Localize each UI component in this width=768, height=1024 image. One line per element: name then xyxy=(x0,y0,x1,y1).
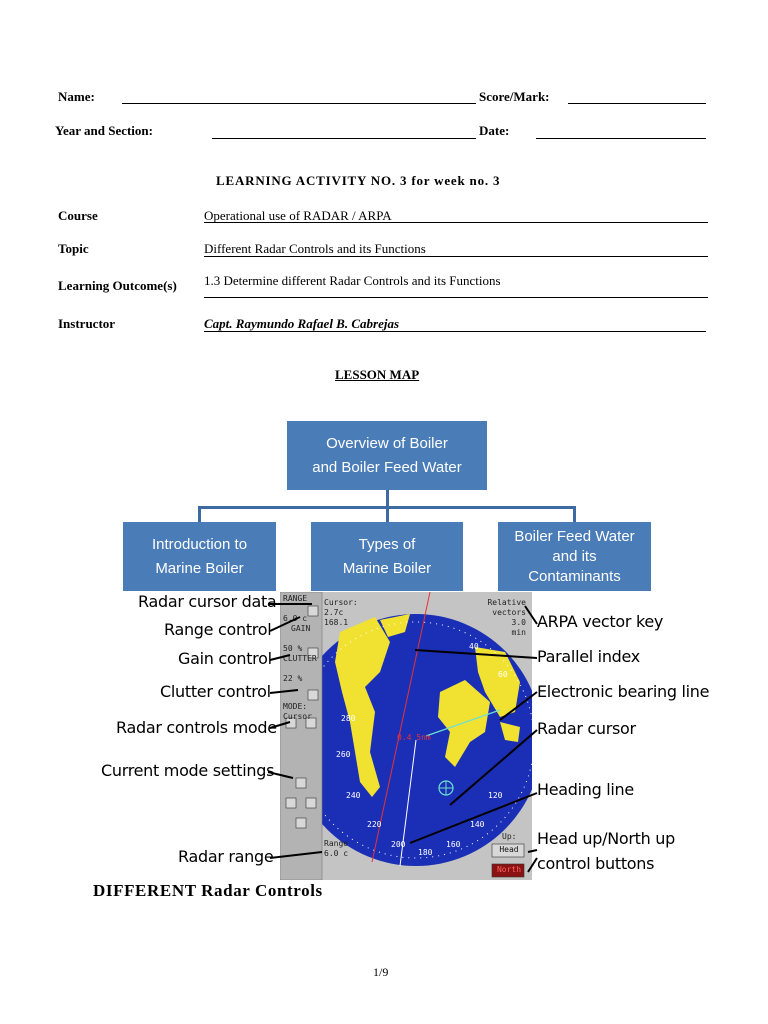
child1-line1: Introduction to xyxy=(151,535,248,553)
course-label: Course xyxy=(58,208,98,223)
child3-line1: Boiler Feed Water xyxy=(514,527,635,545)
child3-line2: and its xyxy=(552,547,597,565)
bearing-220: 220 xyxy=(367,820,382,829)
child2-line2: Marine Boiler xyxy=(342,559,432,577)
callout-gain-control: Gain control xyxy=(178,649,272,668)
callout-head-north-up: Head up/North up xyxy=(537,829,675,848)
panel-clutter-label: CLUTTER xyxy=(283,654,317,663)
ebl-range-label: 0.4 5nm xyxy=(397,733,431,742)
score-label: Score/Mark: xyxy=(479,89,550,104)
callout-arpa-vector-key: ARPA vector key xyxy=(537,612,664,631)
topic-value: Different Radar Controls and its Functions xyxy=(204,241,426,256)
head-up-button[interactable]: Head xyxy=(499,845,519,854)
callout-range-control: Range control xyxy=(164,620,272,639)
name-label: Name: xyxy=(58,89,95,104)
bearing-260: 260 xyxy=(336,750,351,759)
callout-current-mode-settings: Current mode settings xyxy=(101,761,275,780)
topic-label: Topic xyxy=(58,241,89,256)
cursor-bearing: 168.1 xyxy=(324,618,349,627)
child1-line2: Marine Boiler xyxy=(155,559,244,577)
callout-radar-cursor-data: Radar cursor data xyxy=(138,592,277,611)
vectors-label: vectors xyxy=(492,608,526,617)
panel-gain-label: GAIN xyxy=(291,624,311,633)
panel-range-label: RANGE xyxy=(283,594,308,603)
bearing-140: 140 xyxy=(470,820,485,829)
panel-clutter-value: 22 % xyxy=(283,674,303,683)
root-line2: and Boiler Feed Water xyxy=(312,458,462,476)
outcome-label: Learning Outcome(s) xyxy=(58,278,177,293)
outcome-value: 1.3 Determine different Radar Controls and its Functions xyxy=(204,273,501,288)
lesson-map-title: LESSON MAP xyxy=(335,367,420,382)
instructor-label: Instructor xyxy=(58,316,116,331)
range2-label: Range xyxy=(324,839,349,848)
bearing-160: 160 xyxy=(446,840,461,849)
root-line1: Overview of Boiler xyxy=(326,434,448,452)
vectors-unit: min xyxy=(511,628,526,637)
page-number: 1/9 xyxy=(373,965,389,979)
course-value: Operational use of RADAR / ARPA xyxy=(204,208,392,223)
child3-line3: Contaminants xyxy=(528,567,621,585)
year-section-label: Year and Section: xyxy=(55,123,153,138)
callout-clutter-control: Clutter control xyxy=(160,682,271,701)
figure-caption: DIFFERENT Radar Controls xyxy=(93,881,323,900)
panel-mode-value: Cursor xyxy=(283,712,312,721)
relative-label: Relative xyxy=(487,598,526,607)
callout-heading-line: Heading line xyxy=(537,780,634,799)
callout-radar-cursor: Radar cursor xyxy=(537,719,636,738)
bearing-40: 40 xyxy=(469,642,479,651)
up-label: Up: xyxy=(502,832,517,841)
bearing-200: 200 xyxy=(391,840,406,849)
callout-parallel-index: Parallel index xyxy=(537,647,640,666)
bearing-240: 240 xyxy=(346,791,361,800)
range2-value: 6.0 c xyxy=(324,849,349,858)
activity-title: LEARNING ACTIVITY NO. 3 for week no. 3 xyxy=(216,173,501,188)
child2-line1: Types of xyxy=(358,535,416,553)
instructor-value: Capt. Raymundo Rafael B. Cabrejas xyxy=(204,316,400,331)
callout-radar-range: Radar range xyxy=(178,847,274,866)
panel-mode-label: MODE: xyxy=(283,702,308,711)
bearing-120: 120 xyxy=(488,791,503,800)
cursor-label: Cursor: xyxy=(324,598,358,607)
panel-range-value: 6.0 c xyxy=(283,614,308,623)
panel-gain-value: 50 % xyxy=(283,644,303,653)
bearing-280: 280 xyxy=(341,714,356,723)
north-up-button[interactable]: North xyxy=(496,865,522,874)
cursor-range: 2.7c xyxy=(324,608,344,617)
vectors-value: 3.0 xyxy=(511,618,526,627)
callout-radar-controls-mode: Radar controls mode xyxy=(116,718,277,737)
callout-electronic-bearing-line: Electronic bearing line xyxy=(537,682,710,701)
callout-control-buttons: control buttons xyxy=(537,854,655,873)
bearing-180: 180 xyxy=(418,848,433,857)
bearing-60: 60 xyxy=(498,670,508,679)
date-label: Date: xyxy=(479,123,510,138)
